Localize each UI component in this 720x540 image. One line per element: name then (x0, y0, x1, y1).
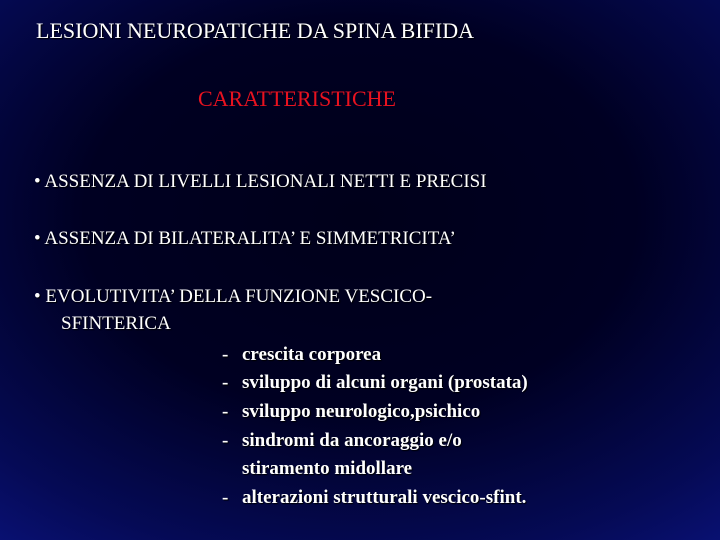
sub-item-label: sviluppo neurologico,psichico (242, 401, 481, 422)
dash-marker: - (222, 430, 229, 451)
sub-item-3 (222, 401, 480, 423)
dash-marker: - (222, 401, 229, 422)
slide-title: LESIONI NEUROPATICHE DA SPINA BIFIDA (36, 18, 475, 43)
sub-item-label: alterazioni strutturali vescico-sfint. (242, 487, 527, 508)
sub-item-label: crescita corporea (242, 344, 382, 365)
sub-item-label: sindromi da ancoraggio e/o (242, 430, 462, 451)
bullet-item-3: • EVOLUTIVITA’ DELLA FUNZIONE VESCICO- (34, 286, 433, 307)
bullet-item-1: • ASSENZA DI LIVELLI LESIONALI NETTI E PRECISI (34, 171, 487, 192)
bullet-item-2: • ASSENZA DI BILATERALITA’ E SIMMETRICITA’ (34, 228, 456, 249)
bullet-item-3-continuation: SFINTERICA (61, 313, 171, 334)
sub-item-5 (222, 487, 526, 509)
sub-item-2 (222, 372, 528, 394)
sub-item-4-continuation: stiramento midollare (242, 458, 413, 479)
dash-marker: - (222, 344, 229, 365)
sub-item-label: sviluppo di alcuni organi (prostata) (242, 372, 528, 393)
sub-item-1 (222, 344, 381, 366)
sub-item-4 (222, 430, 462, 452)
slide-subtitle: CARATTERISTICHE (198, 86, 396, 111)
dash-marker: - (222, 372, 229, 393)
dash-marker: - (222, 487, 229, 508)
